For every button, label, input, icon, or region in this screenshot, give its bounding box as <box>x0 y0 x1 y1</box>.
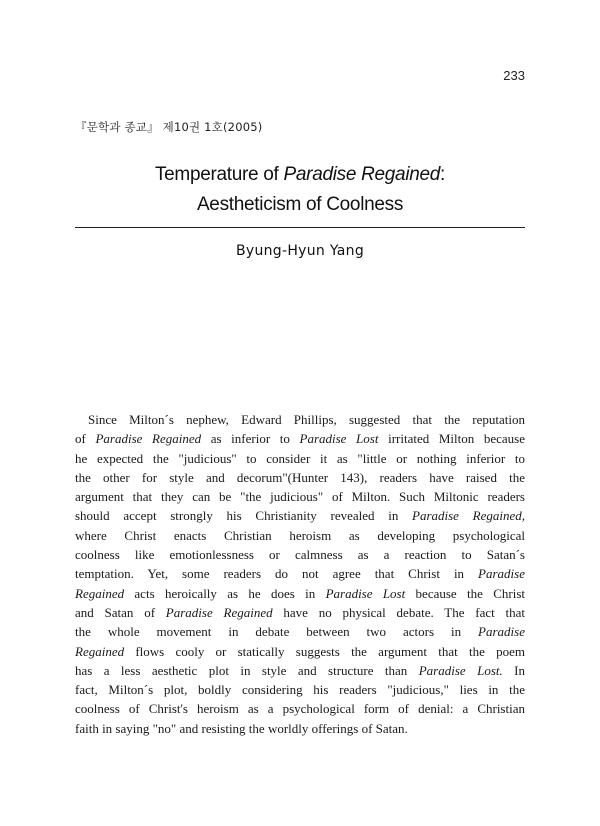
abstract-text: and Satan of <box>75 604 166 620</box>
italic-title-ref: Paradise <box>478 566 525 582</box>
page-number: 233 <box>503 68 525 83</box>
italic-title-ref: Paradise Regained, <box>412 508 525 524</box>
abstract-line <box>75 584 525 603</box>
italic-title-ref: Paradise Lost. <box>418 662 503 678</box>
abstract-text: has a less aesthetic plot in style and structure than <box>75 662 419 678</box>
abstract-text: faith in saying "no" and resisting the worldly offerings of Satan. <box>75 720 408 736</box>
abstract-paragraph <box>75 410 525 738</box>
title-suffix: : <box>440 164 446 185</box>
article-title <box>75 160 525 220</box>
italic-title-ref: Paradise Lost <box>325 585 406 601</box>
abstract-text: coolness like emotionlessness or calmness as a reaction to Satan´s <box>75 547 525 563</box>
abstract-text: temptation. Yet, some readers do not agree that Christ in <box>75 566 479 582</box>
abstract-line <box>75 410 525 429</box>
abstract-text: irritated Milton because <box>378 431 525 447</box>
abstract-line <box>75 449 525 468</box>
abstract-text: argument that they can be "the judicious" of Milton. Such Miltonic readers <box>75 489 525 505</box>
abstract-text: flows cooly or statically suggests the argument that the poem <box>124 643 525 659</box>
abstract-text: the other for style and decorum"(Hunter 143), readers have raised the <box>75 469 525 485</box>
abstract-line <box>75 699 525 718</box>
abstract-text: of <box>75 431 96 447</box>
journal-citation: 『문학과 종교』 제10권 1호(2005) <box>75 120 263 134</box>
abstract-text: fact, Milton´s plot, boldly considering his readers "judicious," lies in the <box>75 682 525 698</box>
abstract-text: he expected the "judicious" to consider it as "little or nothing inferior to <box>75 450 525 466</box>
abstract-text: coolness of Christ's heroism as a psychological form of denial: a Christian <box>75 701 525 717</box>
author-name: Byung-Hyun Yang <box>235 243 365 259</box>
abstract-line <box>75 429 525 448</box>
italic-title-ref: Paradise Regained <box>95 431 202 447</box>
abstract-text: as inferior to <box>201 431 300 447</box>
abstract-line <box>75 468 525 487</box>
abstract-text: because the Christ <box>405 585 525 601</box>
abstract-text: the whole movement in debate between two actors in <box>75 624 479 640</box>
abstract-line <box>75 487 525 506</box>
abstract-text: have no physical debate. The fact that <box>272 604 525 620</box>
italic-title-ref: Paradise Lost <box>299 431 379 447</box>
abstract-line <box>75 506 525 525</box>
title-prefix: Temperature of <box>154 164 284 185</box>
abstract-line <box>75 603 525 622</box>
abstract-line <box>75 622 525 641</box>
italic-title-ref: Paradise <box>478 624 525 640</box>
abstract-line <box>75 680 525 699</box>
abstract-line <box>75 564 525 583</box>
italic-title-ref: Regained <box>75 643 125 659</box>
abstract-line <box>75 719 525 738</box>
abstract-text: where Christ enacts Christian heroism as developing psychological <box>75 527 525 543</box>
title-line-1 <box>75 160 525 190</box>
abstract-text: should accept strongly his Christianity revealed in <box>75 508 413 524</box>
abstract-text: In <box>502 662 525 678</box>
italic-title-ref: Regained <box>75 585 125 601</box>
abstract-line <box>75 526 525 545</box>
title-italic: Paradise Regained <box>283 164 441 185</box>
abstract-text: Since Milton´s nephew, Edward Phillips, suggested that the reputation <box>88 412 525 427</box>
abstract-line <box>75 545 525 564</box>
abstract-text: acts heroically as he does in <box>124 585 326 601</box>
abstract-line <box>75 642 525 661</box>
abstract-line <box>75 661 525 680</box>
italic-title-ref: Paradise Regained <box>165 604 273 620</box>
title-divider <box>75 227 525 228</box>
title-line-2: Aestheticism of Coolness <box>196 194 404 215</box>
